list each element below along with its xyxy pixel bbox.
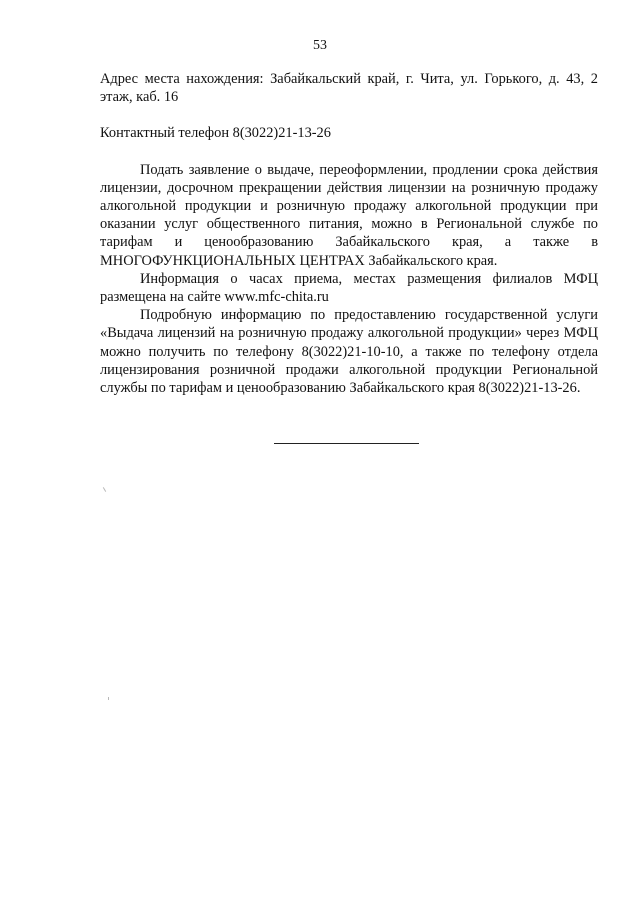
- address-paragraph: Адрес места нахождения: Забайкальский край, г. Чита, ул. Горького, д. 43, 2 этаж, каб. 16: [100, 71, 598, 106]
- page-number: 53: [313, 38, 327, 53]
- end-separator-line: [274, 443, 419, 444]
- scan-artifact: [103, 487, 106, 492]
- details-paragraph: Подробную информацию по предоставлению государственной услуги «Выдача лицензий на розничную продажу алкогольной продукции» через МФЦ можно получить по телефону 8(3022)21-10-10, а также по телефону отдела лицензирования розничной продажи алкогольной продукции Региональной службы по тарифам и ценообразованию Забайкальского края 8(3022)21-13-26.: [100, 307, 598, 397]
- mfc-info-paragraph: Информация о часах приема, местах размещения филиалов МФЦ размещена на сайте www.mfc-chita.ru: [100, 270, 598, 306]
- contact-phone-paragraph: Контактный телефон 8(3022)21-13-26: [100, 125, 331, 142]
- scan-artifact: [108, 697, 109, 700]
- application-paragraph: Подать заявление о выдаче, переоформлении, продлении срока действия лицензии, досрочном прекращении действия лицензии на розничную продажу алкогольной продукции и розничную продажу алкогольной продукции при оказании услуг общественного питания, можно в Региональной службе по тарифам и ценообразованию Забайкальского края, а также в МНОГОФУНКЦИОНАЛЬНЫХ ЦЕНТРАХ Забайкальского края.: [100, 161, 598, 269]
- document-body: [100, 70, 598, 397]
